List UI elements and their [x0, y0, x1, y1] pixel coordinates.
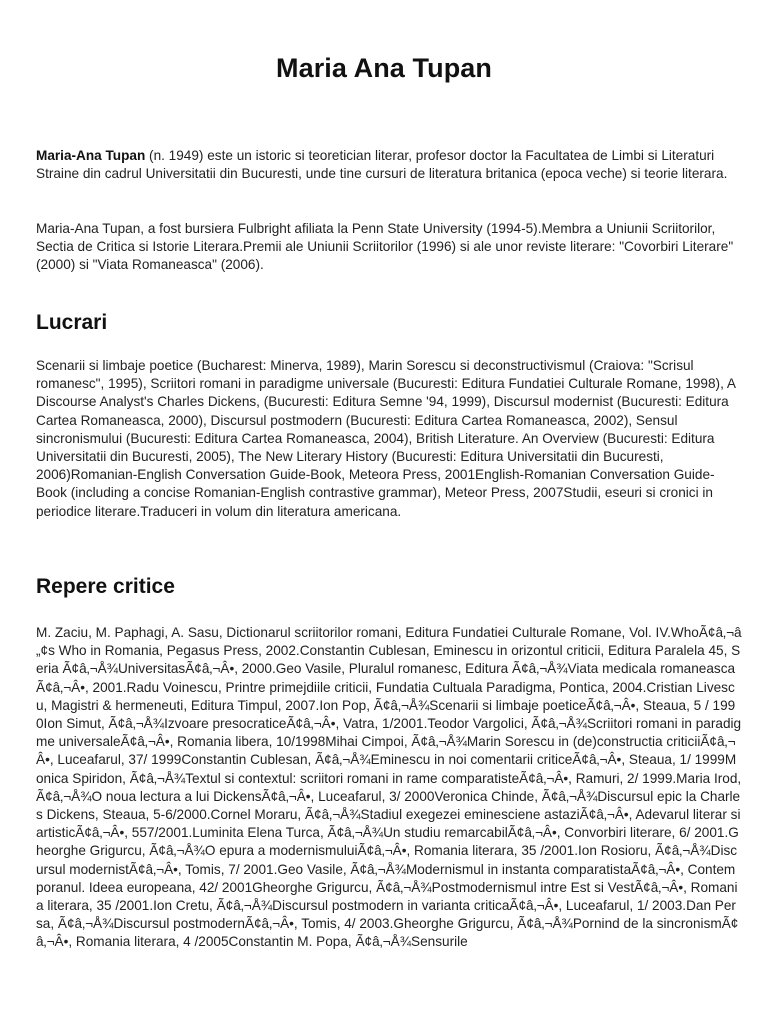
intro-paragraph-1-text: (n. 1949) este un istoric si teoretician literar, profesor doctor la Facultatea de Limbi si Literaturi Straine din cadrul Universitatii din Bucuresti, unde tine cursuri de literatura britanica (epoca veche) si teorie literara.	[36, 148, 728, 182]
intro-paragraph-2-text: Maria-Ana Tupan, a fost bursiera Fulbright afiliata la Penn State University (1994-5).Membra a Uniunii Scriitorilor, Sectia de Critica si Istorie Literara.Premii ale Uniunii Scriitorilor (1996) si ale unor reviste literare: "Covorbiri Literare"(2000) si "Viata Romaneasca" (2006).	[36, 221, 734, 273]
works-section	[36, 357, 736, 521]
intro-paragraph-2	[36, 220, 736, 275]
critics-section	[36, 624, 742, 952]
intro-paragraph-1	[36, 147, 736, 183]
section-heading-works: Lucrari	[36, 311, 108, 334]
page-title: Maria Ana Tupan	[275, 53, 493, 83]
subject-name-bold: Maria-Ana Tupan	[36, 148, 146, 163]
critics-paragraph: M. Zaciu, M. Paphagi, A. Sasu, Dictionarul scriitorilor romani, Editura Fundatiei Culturale Romane, Vol. IV.WhoÃ¢â‚¬â„¢s Who in Romania, Pegasus Press, 2002.Constantin Cublesan, Eminescu in orizontul criticii, Editura Paralela 45, Seria Ã¢â‚¬Å¾UniversitasÃ¢â‚¬Â•, 2000.Geo Vasile, Pluralul romanesc, Editura Ã¢â‚¬Å¾Viata medicala romaneascaÃ¢â‚¬Â•, 2001.Radu Voinescu, Printre primejdiile criticii, Fundatia Cultuala Paradigma, Pontica, 2004.Cristian Livescu, Magistri & hermeneuti, Editura Timpul, 2007.Ion Pop, Ã¢â‚¬Å¾Scenarii si limbaje poeticeÃ¢â‚¬Â•, Steaua, 5 / 1990Ion Simut, Ã¢â‚¬Å¾Izvoare presocraticeÃ¢â‚¬Â•, Vatra, 1/2001.Teodor Vargolici, Ã¢â‚¬Å¾Scriitori romani in paradigme universaleÃ¢â‚¬Â•, Romania libera, 10/1998Mihai Cimpoi, Ã¢â‚¬Å¾Marin Sorescu in (de)constructia criticiiÃ¢â‚¬Â•, Luceafarul, 37/ 1999Constantin Cublesan, Ã¢â‚¬Å¾Eminescu in noi comentarii criticeÃ¢â‚¬Â•, Steaua, 1/ 1999Monica Spiridon, Ã¢â‚¬Å¾Textul si contextul: scriitori romani in rame comparatisteÃ¢â‚¬Â•, Ramuri, 2/ 1999.Maria Irod, Ã¢â‚¬Å¾O noua lectura a lui DickensÃ¢â‚¬Â•, Luceafarul, 3/ 2000Veronica Chinde, Ã¢â‚¬Å¾Discursul epic la Charles Dickens, Steaua, 5-6/2000.Cornel Moraru, Ã¢â‚¬Å¾Stadiul exegezei eminesciene astaziÃ¢â‚¬Â•, Adevarul literar si artisticÃ¢â‚¬Â•, 557/2001.Luminita Elena Turca, Ã¢â‚¬Å¾Un studiu remarcabilÃ¢â‚¬Â•, Convorbiri literare, 6/ 2001.Gheorghe Grigurcu, Ã¢â‚¬Å¾O epura a modernismuluiÃ¢â‚¬Â•, Romania literara, 35 /2001.Ion Rosioru, Ã¢â‚¬Å¾Discursul modernistÃ¢â‚¬Â•, Tomis, 7/ 2001.Geo Vasile, Ã¢â‚¬Å¾Modernismul in instanta comparatistaÃ¢â‚¬Â•, Contemporanul. Ideea europeana, 42/ 2001Gheorghe Grigurcu, Ã¢â‚¬Å¾Postmodernismul intre Est si VestÃ¢â‚¬Â•, Romania literara, 35 /2001.Ion Cretu, Ã¢â‚¬Å¾Discursul postmodern in varianta criticaÃ¢â‚¬Â•, Luceafarul, 1/ 2003.Dan Persa, Ã¢â‚¬Å¾Discursul postmodernÃ¢â‚¬Â•, Tomis, 4/ 2003.Gheorghe Grigurcu, Ã¢â‚¬Å¾Pornind de la sincronismÃ¢â‚¬Â•, Romania literara, 4 /2005Constantin M. Popa, Ã¢â‚¬Å¾Sensurile	[36, 625, 742, 950]
works-paragraph: Scenarii si limbaje poetice (Bucharest: Minerva, 1989), Marin Sorescu si deconstructivismul (Craiova: "Scrisul romanesc", 1995), Scriitori romani in paradigme universale (Bucuresti: Editura Fundatiei Culturale Romane, 1998), A Discourse Analyst's Charles Dickens, (Bucuresti: Editura Semne '94, 1999), Discursul modernist (Bucuresti: Editura Cartea Romaneasca, 2000), Discursul postmodern (Bucuresti: Editura Cartea Romaneasca, 2002), Sensul sincronismului (Bucuresti: Editura Cartea Romaneasca, 2004), British Literature. An Overview (Bucuresti: Editura Universitatii din Bucuresti, 2005), The New Literary History (Bucuresti: Editura Universitatii din Bucuresti, 2006)Romanian-English Conversation Guide-Book, Meteora Press, 2001English-Romanian Conversation Guide-Book (including a concise Romanian-English contrastive grammar), Meteor Press, 2007Studii, eseuri si cronici in periodice literare.Traduceri in volum din literatura americana.	[36, 358, 736, 519]
section-heading-critics: Repere critice	[36, 575, 175, 598]
